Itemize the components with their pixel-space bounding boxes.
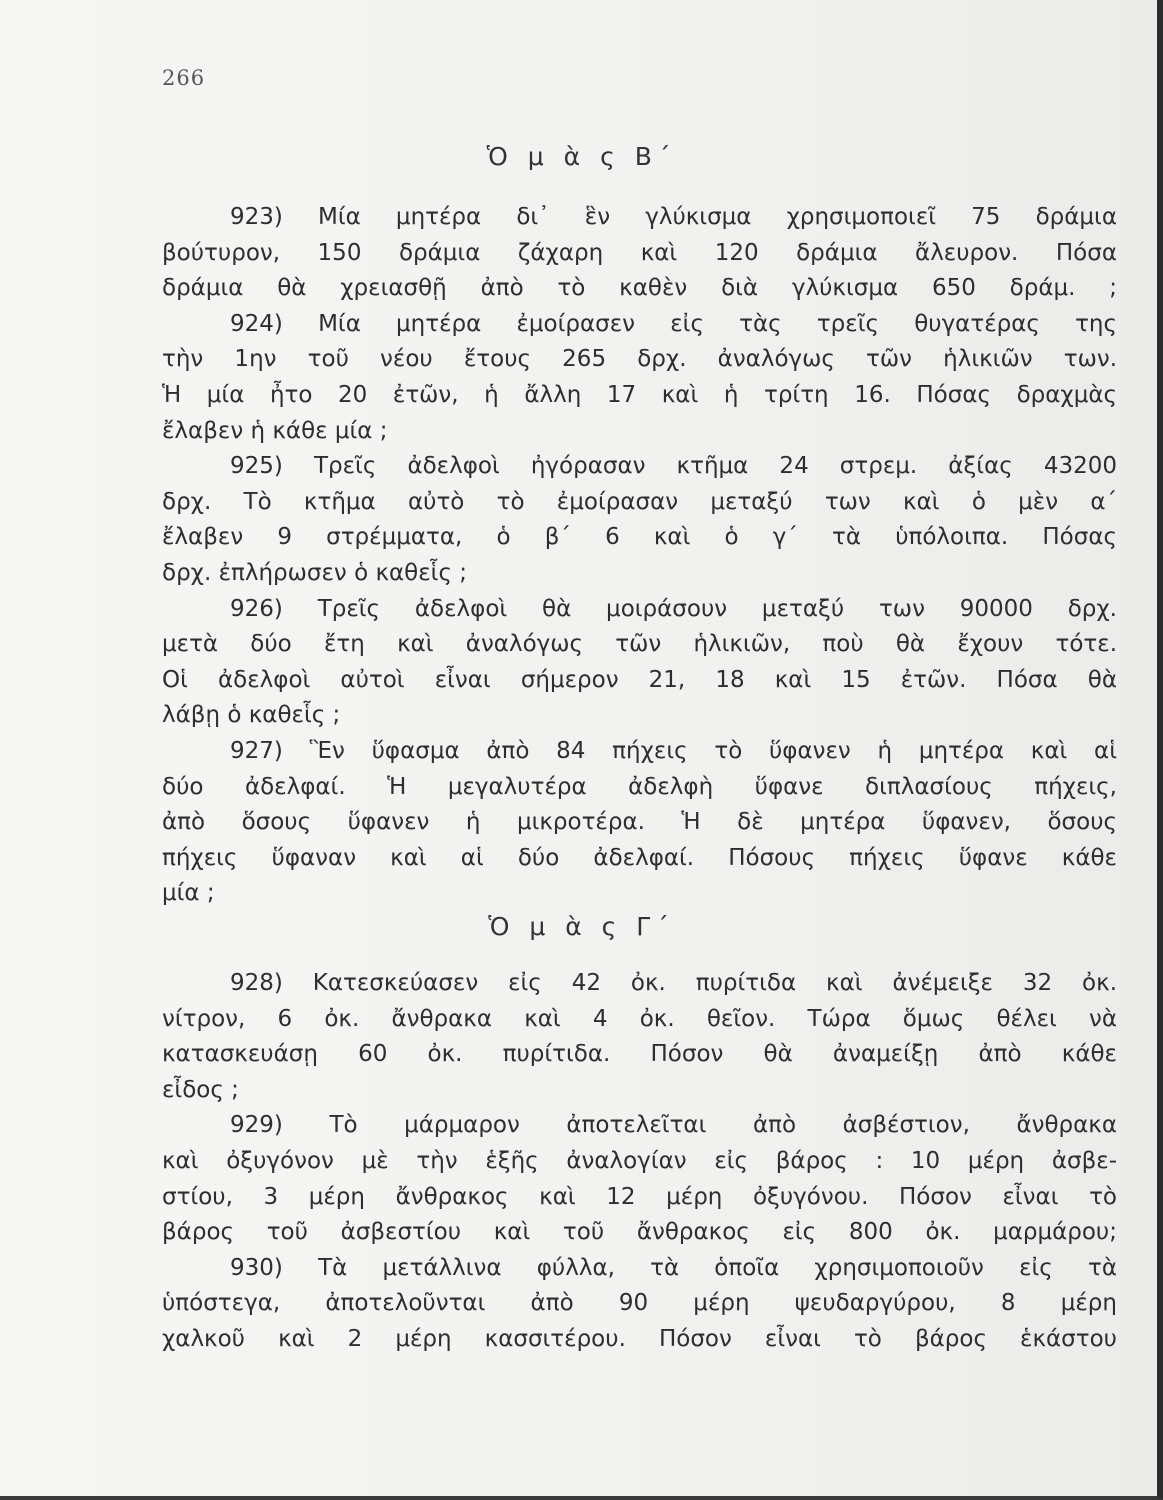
text-line: πήχεις ὕφαναν καὶ αἱ δύο ἀδελφαί. Πόσους πήχεις ὕφανε κάθε [162, 844, 1117, 871]
text-line: ἔλαβεν ἡ κάθε μία ; [162, 417, 388, 444]
problem-930-line: 930) Τὰ μετάλλινα φύλλα, τὰ ὁποῖα χρησιμοποιοῦν εἰς τὰ [230, 1254, 1117, 1281]
text-line: ἔλαβεν 9 στρέμματα, ὁ β΄ 6 καὶ ὁ γ΄ τὰ ὑπόλοιπα. Πόσας [162, 524, 1117, 551]
text-line: χαλκοῦ καὶ 2 μέρη κασσιτέρου. Πόσον εἶναι τὸ βάρος ἑκάστου [162, 1325, 1117, 1352]
text-line: δράμια θὰ χρειασθῇ ἀπὸ τὸ καθὲν διὰ γλύκισμα 650 δράμ. ; [162, 275, 1117, 302]
text-line: δρχ. Τὸ κτῆμα αὐτὸ τὸ ἐμοίρασαν μεταξύ των καὶ ὁ μὲν α΄ [162, 488, 1117, 515]
text-line: μία ; [162, 880, 215, 907]
text-line: στίου, 3 μέρη ἄνθρακος καὶ 12 μέρη ὀξυγόνου. Πόσον εἶναι τὸ [162, 1183, 1117, 1210]
text-line: Οἱ ἀδελφοὶ αὐτοὶ εἶναι σήμερον 21, 18 καὶ 15 ἐτῶν. Πόσα θὰ [162, 666, 1117, 693]
problem-926-line: 926) Τρεῖς ἀδελφοὶ θὰ μοιράσουν μεταξύ των 90000 δρχ. [230, 595, 1117, 622]
problem-923-line: 923) Μία μητέρα δι᾽ ἓν γλύκισμα χρησιμοποιεῖ 75 δράμια [230, 204, 1117, 230]
text-line: ὑπόστεγα, ἀποτελοῦνται ἀπὸ 90 μέρη ψευδαργύρου, 8 μέρη [162, 1290, 1117, 1317]
problem-929-line: 929) Τὸ μάρμαρον ἀποτελεῖται ἀπὸ ἀσβέστιον, ἄνθρακα [230, 1112, 1117, 1139]
problem-927-line: 927) Ἓν ὕφασμα ἀπὸ 84 πήχεις τὸ ὕφανεν ἡ μητέρα καὶ αἱ [230, 737, 1117, 764]
group-c-text [162, 966, 1117, 1358]
text-line: ἀπὸ ὅσους ὕφανεν ἡ μικροτέρα. Ἡ δὲ μητέρα ὕφανεν, ὅσους [162, 809, 1117, 836]
problem-924-line: 924) Μία μητέρα ἐμοίρασεν εἰς τὰς τρεῖς θυγατέρας της [230, 310, 1117, 337]
section-heading-group-c: Ὁ μ ὰ ς Γ΄ [488, 912, 675, 941]
text-line: δύο ἀδελφαί. Ἡ μεγαλυτέρα ἀδελφὴ ὕφανε διπλασίους πήχεις, [162, 773, 1117, 800]
text-line: νίτρον, 6 ὀκ. ἄνθρακα καὶ 4 ὀκ. θεῖον. Τώρα ὅμως θέλει νὰ [162, 1005, 1117, 1032]
problem-925-line: 925) Τρεῖς ἀδελφοὶ ἠγόρασαν κτῆμα 24 στρεμ. ἀξίας 43200 [230, 453, 1117, 480]
text-line: κατασκευάσῃ 60 ὀκ. πυρίτιδα. Πόσον θὰ ἀναμείξῃ ἀπὸ κάθε [162, 1041, 1117, 1068]
text-line: μετὰ δύο ἔτη καὶ ἀναλόγως τῶν ἡλικιῶν, ποὺ θὰ ἔχουν τότε. [162, 631, 1117, 658]
text-line: βούτυρον, 150 δράμια ζάχαρη καὶ 120 δράμια ἄλευρον. Πόσα [162, 239, 1117, 266]
section-heading-group-b: Ὁ μ ὰ ς Β΄ [486, 142, 677, 171]
group-b-text [162, 200, 1117, 912]
text-line: Ἡ μία ἦτο 20 ἐτῶν, ἡ ἄλλη 17 καὶ ἡ τρίτη 16. Πόσας δραχμὰς [162, 381, 1117, 408]
text-line: εἶδος ; [162, 1076, 239, 1103]
page-number: 266 [162, 66, 206, 90]
text-line: βάρος τοῦ ἀσβεστίου καὶ τοῦ ἄνθρακος εἰς 800 ὀκ. μαρμάρου; [162, 1219, 1117, 1246]
text-line: τὴν 1ην τοῦ νέου ἔτους 265 δρχ. ἀναλόγως τῶν ἡλικιῶν των. [162, 346, 1117, 373]
text-line: λάβῃ ὁ καθεἷς ; [162, 702, 341, 729]
text-line: δρχ. ἐπλήρωσεν ὁ καθεἷς ; [162, 559, 468, 586]
problem-928-line: 928) Κατεσκεύασεν εἰς 42 ὀκ. πυρίτιδα καὶ ἀνέμειξε 32 ὀκ. [230, 970, 1117, 996]
text-line: καὶ ὀξυγόνον μὲ τὴν ἑξῆς ἀναλογίαν εἰς βάρος : 10 μέρη ἀσβε- [162, 1147, 1117, 1174]
